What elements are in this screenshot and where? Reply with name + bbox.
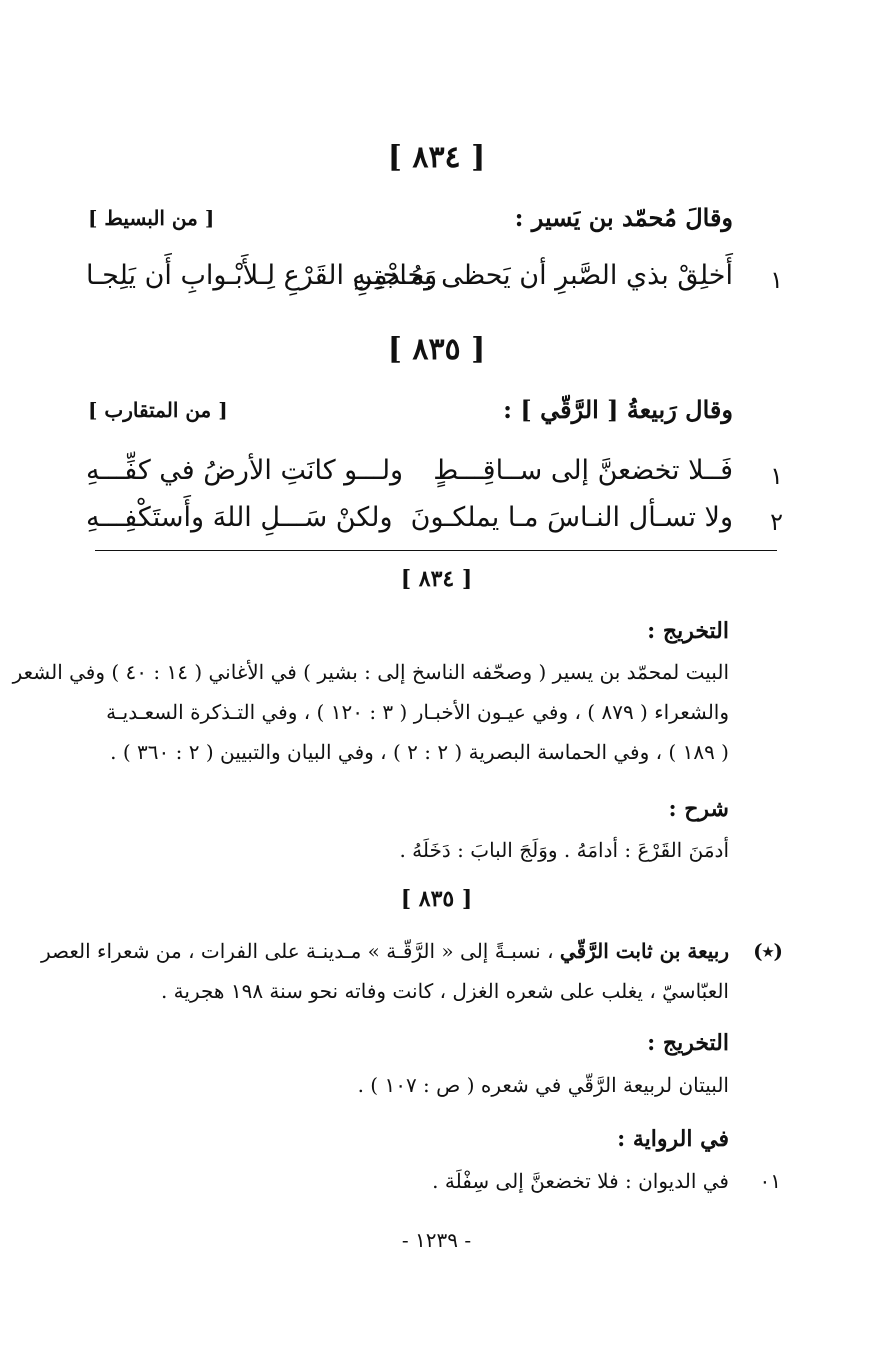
note-835-takhrij-label: التخريج : <box>647 1030 729 1056</box>
note-835-takhrij-line: البيتان لربيعة الرَّقّي في شعره ( ص : ١٠٧ ) . <box>357 1073 729 1097</box>
note-835-bio-name: ربيعة بن ثابت الرَّقّي <box>559 939 729 963</box>
note-834-sharh-line: أدمَنَ القَرْعَ : أدامَهُ . ووَلَجَ البابَ : دَخَلَهُ . <box>399 838 729 862</box>
note-835-number: [ ٨٣٥ ] <box>400 886 473 912</box>
poem-835-intro: وقال رَبيعةُ [ الرَّقّي ] : <box>503 395 733 424</box>
verse-number: ٢ <box>770 508 783 536</box>
note-835-bio-line-2: العبّاسيّ ، يغلب على شعره الغزل ، كانت وفاته نحو سنة ١٩٨ هجرية . <box>160 979 729 1003</box>
verse-first-hemistich: فَــلا تخضعنَّ إلى ســاقِـــطٍ <box>433 455 733 486</box>
poem-835-number: [ ٨٣٥ ] <box>387 332 486 367</box>
verse-number: ١ <box>770 266 783 294</box>
note-835-bio-rest: ، نسبـةً إلى « الرَّقّـة » مـدينـة على الفرات ، من شعراء العصر <box>41 939 554 963</box>
note-835-riwaya-label: في الرواية : <box>617 1126 729 1152</box>
poem-834-number: [ ٨٣٤ ] <box>387 140 486 175</box>
page-number: - ١٢٣٩ - <box>401 1228 472 1252</box>
note-834-sharh-label: شرح : <box>668 796 729 822</box>
note-834-takhrij-line-2: والشعراء ( ٨٧٩ ) ، وفي عيـون الأخبـار ( ٣ : ١٢٠ ) ، وفي التـذكرة السعـديـة <box>106 700 729 724</box>
note-835-riwaya-line: في الديوان : فلا تخضعنَّ إلى سِفْلَة . <box>432 1169 729 1193</box>
verse-second-hemistich: ولكنْ سَـــلِ اللهَ وأَستَكْفِـــهِ <box>86 502 393 533</box>
verse-number: ١ <box>770 462 783 490</box>
poem-834-intro: وقالَ مُحمّد بن يَسير : <box>514 203 733 232</box>
note-834-takhrij-line-3: ( ١٨٩ ) ، وفي الحماسة البصرية ( ٢ : ٢ ) ، وفي البيان والتبيين ( ٢ : ٣٦٠ ) . <box>110 740 729 764</box>
footnote-separator <box>95 550 777 551</box>
verse-second-hemistich: ولـــو كانَتِ الأرضُ في كفِّـــهِ <box>86 455 404 486</box>
poem-834-meter: [ من البسيط ] <box>88 206 215 230</box>
note-834-number: [ ٨٣٤ ] <box>400 566 473 592</box>
note-835-bio-line-1 <box>41 932 729 970</box>
verse-second-hemistich: وَمُـدْمِنِ القَرْعِ لِـلأَبْـوابِ أَن يَلِجـا <box>86 260 438 291</box>
note-834-takhrij-label: التخريج : <box>647 618 729 644</box>
verse-first-hemistich: ولا تسـأل النـاسَ مـا يملكـونَ <box>410 502 733 533</box>
note-834-takhrij-line-1: البيت لمحمّد بن يسير ( وصحّفه الناسخ إلى : بشير ) في الأغاني ( ١٤ : ٤٠ ) وفي الشعر <box>12 660 729 684</box>
verse-first-hemistich: أَخلِقْ بذي الصَّبرِ أن يَحظى بحاجتِـهِ <box>352 260 733 291</box>
poem-835-meter: [ من المتقارب ] <box>88 398 228 422</box>
note-835-riwaya-number: ٠١ <box>759 1169 781 1193</box>
note-835-star: (٭) <box>753 939 783 963</box>
